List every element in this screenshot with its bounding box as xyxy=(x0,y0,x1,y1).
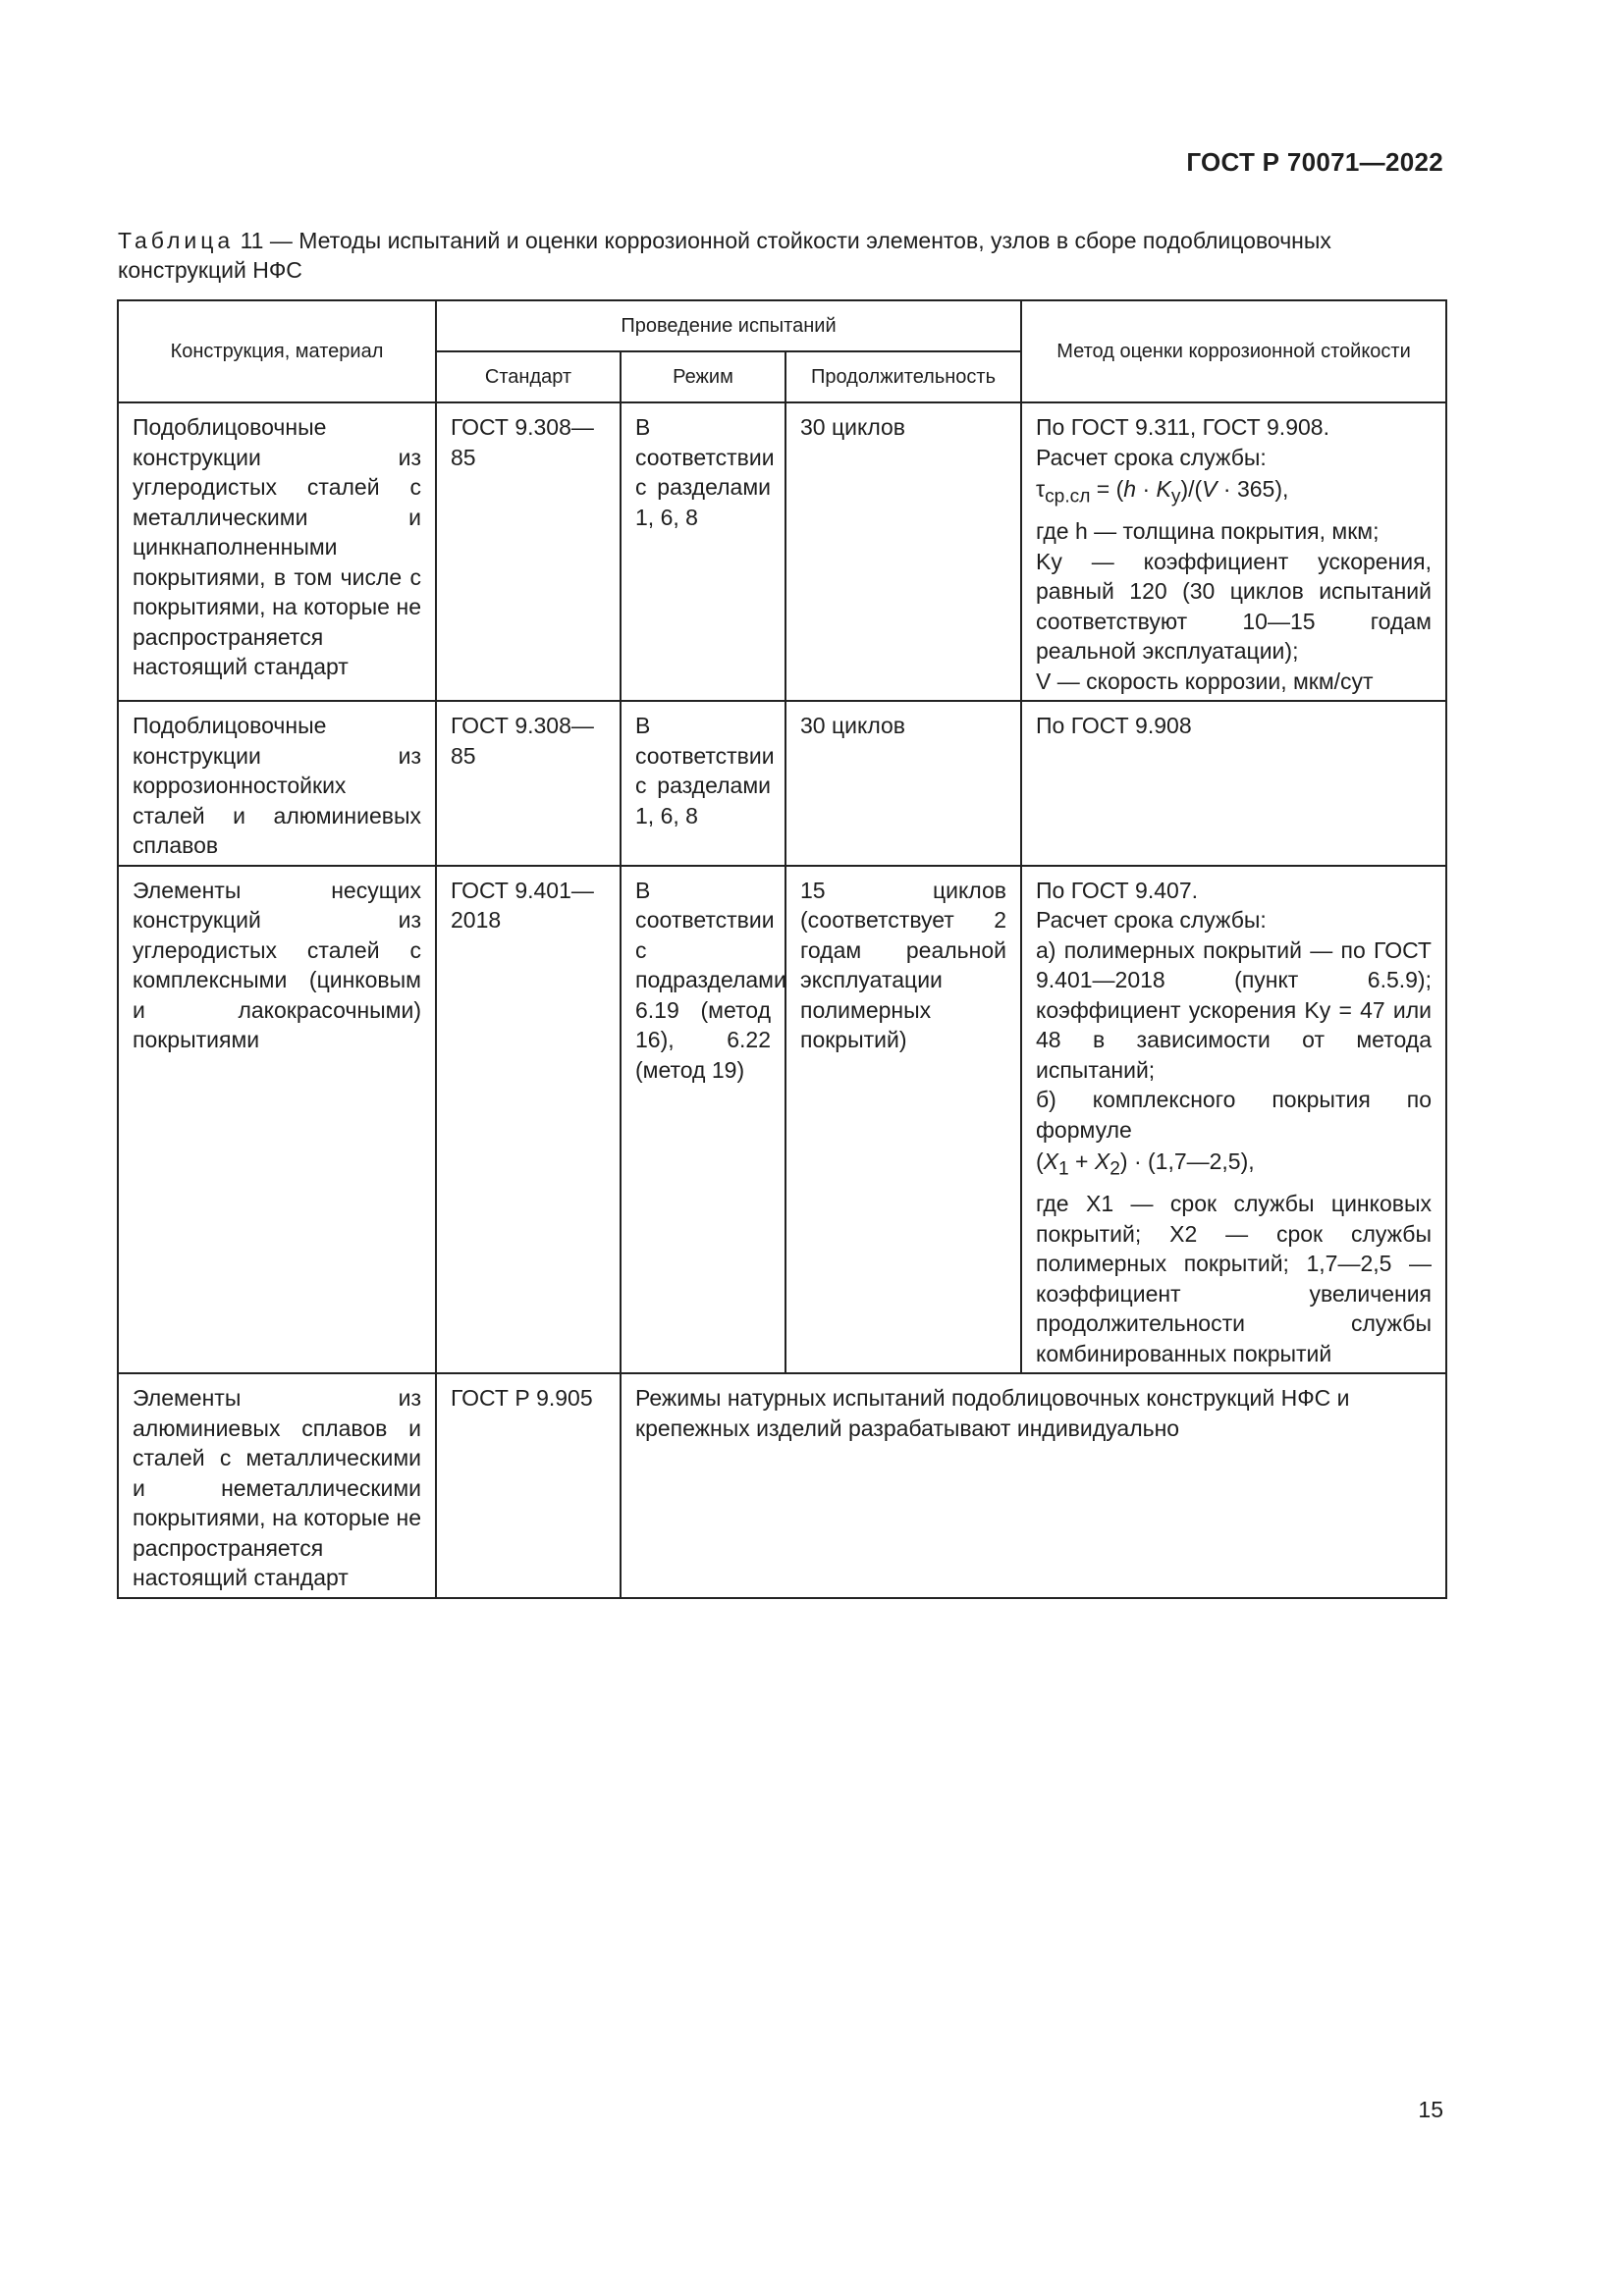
page-number: 15 xyxy=(1418,2097,1443,2122)
document-code: ГОСТ Р 70071—2022 xyxy=(1186,147,1443,177)
cell-duration: 30 циклов xyxy=(785,402,1021,701)
cell-method xyxy=(1021,402,1446,701)
k-definition: Kу — коэффициент ускорения, равный 120 (30 циклов испытаний соответствуют 10—15 годам реальной эксплуатации); xyxy=(1036,548,1432,665)
table-header-row xyxy=(118,300,1446,351)
table-caption-label: Таблица xyxy=(118,228,235,253)
method-ref: По ГОСТ 9.311, ГОСТ 9.908. xyxy=(1036,414,1329,440)
cell-duration: 15 циклов (соответствует 2 годам реальной эксплуатации полимерных покрытий) xyxy=(785,866,1021,1374)
header-testing: Проведение испытаний xyxy=(436,300,1021,351)
corrosion-test-table xyxy=(117,299,1447,1599)
header-duration: Продолжительность xyxy=(785,351,1021,402)
cell-merged-note: Режимы натурных испытаний подоблицовочных конструкций НФС и крепежных изделий разрабатывают индивидуально xyxy=(621,1373,1446,1598)
header-construction: Конструкция, материал xyxy=(118,300,436,402)
cell-standard: ГОСТ Р 9.905 xyxy=(436,1373,621,1598)
h-definition: где h — толщина покрытия, мкм; xyxy=(1036,518,1380,545)
cell-construction: Элементы из алюминиевых сплавов и сталей с металлическими и неметаллическими покрытиями, на которые не распространяется настоящий стандарт xyxy=(118,1373,436,1598)
complex-coating-item: б) комплексного покрытия по формуле xyxy=(1036,1087,1432,1143)
method-calc-label: Расчет срока службы: xyxy=(1036,907,1267,934)
header-standard: Стандарт xyxy=(436,351,621,402)
header-method: Метод оценки коррозионной стойкости xyxy=(1021,300,1446,402)
table-row xyxy=(118,701,1446,866)
service-life-formula: $\tau_{ср.сл} = (h \cdot K_у)/(V \cdot 365)$, xyxy=(1036,476,1289,507)
cell-construction: Элементы несущих конструкций из углеродистых сталей с комплексными (цинковым и лакокрасочными) покрытиями xyxy=(118,866,436,1374)
cell-construction: Подоблицовочные конструкции из коррозионностойких сталей и алюминиевых сплавов xyxy=(118,701,436,866)
cell-mode: В соответствии с разделами 1, 6, 8 xyxy=(621,402,785,701)
polymer-coatings-item: а) полимерных покрытий — по ГОСТ 9.401—2018 (пункт 6.5.9); коэффициент ускорения Kу = 47 или 48 в зависимости от метода испытаний; xyxy=(1036,936,1432,1083)
method-ref: По ГОСТ 9.407. xyxy=(1036,877,1198,903)
v-definition: V — скорость коррозии, мкм/сут xyxy=(1036,667,1374,694)
cell-method xyxy=(1021,866,1446,1374)
header-mode: Режим xyxy=(621,351,785,402)
cell-construction: Подоблицовочные конструкции из углеродистых сталей с металлическими и цинкнаполненными покрытиями, в том числе с покрытиями, на которые не распространяется настоящий стандарт xyxy=(118,402,436,701)
table-caption xyxy=(118,226,1443,285)
cell-method: По ГОСТ 9.908 xyxy=(1021,701,1446,866)
cell-standard: ГОСТ 9.308—85 xyxy=(436,402,621,701)
table-row xyxy=(118,1373,1446,1598)
table-row xyxy=(118,402,1446,701)
cell-standard: ГОСТ 9.401—2018 xyxy=(436,866,621,1374)
table-caption-text: 11 — Методы испытаний и оценки коррозионной стойкости элементов, узлов в сборе подоблицовочных конструкций НФС xyxy=(118,228,1331,283)
cell-mode: В соответствии с разделами 1, 6, 8 xyxy=(621,701,785,866)
cell-mode: В соответствии с подразделами 6.19 (метод 16), 6.22 (метод 19) xyxy=(621,866,785,1374)
complex-formula: $(X_1 + X_2)$ · (1,7—2,5), xyxy=(1036,1148,1255,1180)
table-row xyxy=(118,866,1446,1374)
method-calc-label: Расчет срока службы: xyxy=(1036,444,1267,470)
cell-standard: ГОСТ 9.308—85 xyxy=(436,701,621,866)
formula-where: где X1 — срок службы цинковых покрытий; X2 — срок службы полимерных покрытий; 1,7—2,5 — коэффициент увеличения продолжительности службы комбинированных покрытий xyxy=(1036,1191,1432,1366)
cell-duration: 30 циклов xyxy=(785,701,1021,866)
